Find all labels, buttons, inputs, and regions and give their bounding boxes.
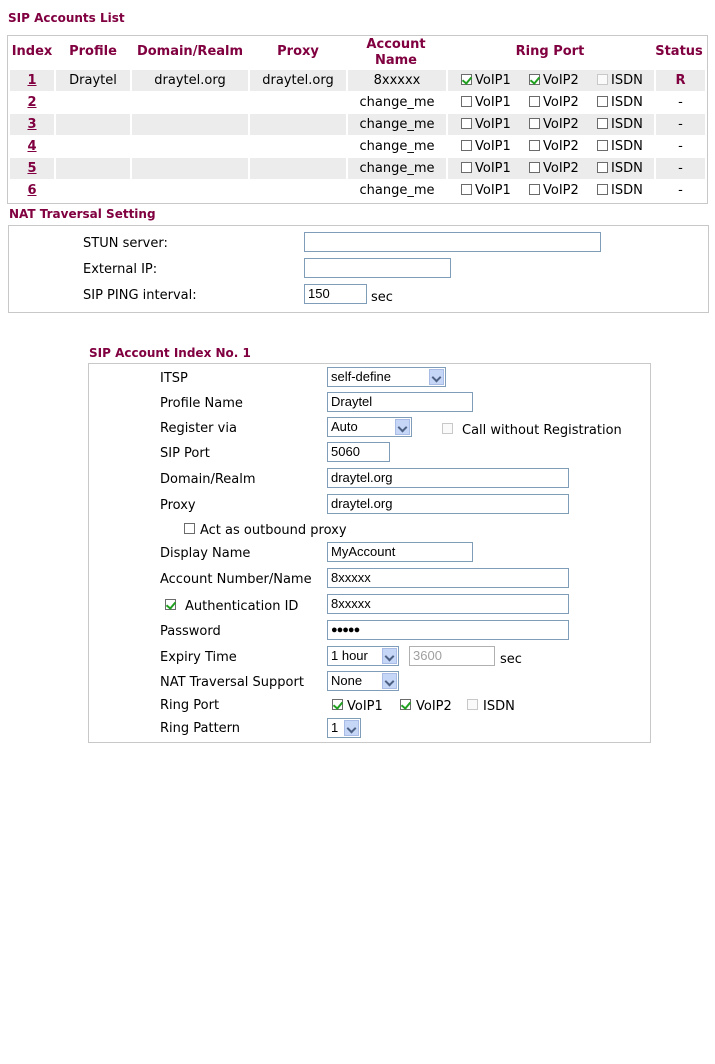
voip2-checkbox[interactable] bbox=[529, 74, 540, 85]
voip2-label: VoIP2 bbox=[543, 161, 579, 176]
header-proxy: Proxy bbox=[277, 44, 319, 59]
sip-accounts-table bbox=[7, 35, 708, 204]
table-row bbox=[10, 92, 705, 113]
row-index bbox=[10, 136, 54, 157]
header-account-name bbox=[348, 37, 444, 69]
row-account: change_me bbox=[359, 183, 435, 198]
chevron-down-icon bbox=[382, 648, 397, 664]
voip2-checkbox[interactable] bbox=[529, 96, 540, 107]
table-row bbox=[10, 114, 705, 135]
nat-traversal-panel bbox=[8, 225, 709, 313]
row-account: change_me bbox=[359, 95, 435, 110]
voip1-checkbox[interactable] bbox=[461, 118, 472, 129]
account-link-6[interactable]: 6 bbox=[27, 183, 37, 198]
row-ring-voip2 bbox=[529, 114, 579, 135]
voip1-label: VoIP1 bbox=[475, 139, 511, 154]
nat-traversal-title: NAT Traversal Setting bbox=[9, 207, 156, 221]
table-row bbox=[10, 136, 705, 157]
expiry-time-label: Expiry Time bbox=[160, 650, 237, 665]
authentication-id-checkbox[interactable] bbox=[165, 599, 176, 610]
itsp-select[interactable] bbox=[327, 367, 446, 387]
voip2-checkbox[interactable] bbox=[529, 162, 540, 173]
row-ring-voip1 bbox=[461, 70, 511, 91]
ring-voip2-checkbox[interactable] bbox=[400, 699, 411, 710]
chevron-down-icon bbox=[344, 720, 359, 736]
row-ring-voip1 bbox=[461, 114, 511, 135]
table-row bbox=[10, 158, 705, 179]
account-detail-title: SIP Account Index No. 1 bbox=[89, 346, 251, 360]
isdn-checkbox[interactable] bbox=[597, 74, 608, 85]
stun-input[interactable] bbox=[304, 232, 601, 252]
authentication-id-label: Authentication ID bbox=[185, 599, 299, 614]
profile-name-label: Profile Name bbox=[160, 396, 243, 411]
header-ring-port: Ring Port bbox=[515, 44, 585, 59]
authentication-id-input[interactable]: 8xxxxx bbox=[327, 594, 569, 614]
itsp-value: self-define bbox=[331, 369, 391, 384]
voip1-checkbox[interactable] bbox=[461, 140, 472, 151]
row-profile bbox=[56, 114, 130, 135]
isdn-label: ISDN bbox=[611, 117, 643, 132]
account-link-4[interactable]: 4 bbox=[27, 139, 37, 154]
row-domain: draytel.org bbox=[132, 70, 248, 91]
itsp-label: ITSP bbox=[160, 371, 188, 386]
row-status: - bbox=[678, 183, 683, 198]
isdn-label: ISDN bbox=[611, 139, 643, 154]
voip1-checkbox[interactable] bbox=[461, 96, 472, 107]
header-status: Status bbox=[655, 44, 703, 59]
header-account-line2: Name bbox=[374, 53, 417, 68]
row-index bbox=[10, 158, 54, 179]
voip1-checkbox[interactable] bbox=[461, 162, 472, 173]
row-status: - bbox=[678, 95, 683, 110]
voip2-checkbox[interactable] bbox=[529, 184, 540, 195]
voip2-checkbox[interactable] bbox=[529, 140, 540, 151]
password-input[interactable]: ●●●●● bbox=[327, 620, 569, 640]
account-number-label: Account Number/Name bbox=[160, 572, 312, 587]
voip1-label: VoIP1 bbox=[475, 117, 511, 132]
voip2-label: VoIP2 bbox=[543, 117, 579, 132]
row-account: change_me bbox=[359, 139, 435, 154]
isdn-label: ISDN bbox=[611, 161, 643, 176]
outbound-proxy-checkbox[interactable] bbox=[184, 523, 195, 534]
account-link-1[interactable]: 1 bbox=[27, 73, 37, 88]
row-domain bbox=[132, 114, 248, 135]
header-domain: Domain/Realm bbox=[136, 44, 244, 59]
row-account: change_me bbox=[348, 114, 446, 135]
ring-isdn-checkbox[interactable] bbox=[467, 699, 478, 710]
isdn-label: ISDN bbox=[611, 95, 643, 110]
outbound-proxy-label: Act as outbound proxy bbox=[200, 523, 347, 538]
header-profile: Profile bbox=[69, 44, 117, 59]
row-ring-voip1 bbox=[461, 92, 511, 113]
password-label: Password bbox=[160, 624, 221, 639]
isdn-checkbox[interactable] bbox=[597, 162, 608, 173]
row-account: 8xxxxx bbox=[348, 70, 446, 91]
account-link-2[interactable]: 2 bbox=[27, 95, 37, 110]
row-ring-isdn bbox=[597, 158, 643, 179]
voip1-label: VoIP1 bbox=[475, 183, 511, 198]
voip2-label: VoIP2 bbox=[543, 183, 579, 198]
row-index bbox=[10, 92, 54, 113]
row-ring-voip2 bbox=[529, 180, 579, 201]
row-ring-voip1 bbox=[461, 136, 511, 157]
header-account-line1: Account bbox=[366, 37, 426, 52]
row-account: change_me bbox=[348, 158, 446, 179]
sip-accounts-title: SIP Accounts List bbox=[8, 11, 125, 25]
ring-voip1-checkbox[interactable] bbox=[332, 699, 343, 710]
external-ip-input[interactable] bbox=[304, 258, 451, 278]
sip-port-label: SIP Port bbox=[160, 446, 210, 461]
row-ring-isdn bbox=[597, 92, 643, 113]
domain-realm-label: Domain/Realm bbox=[160, 472, 256, 487]
expiry-time-select[interactable] bbox=[327, 646, 399, 666]
ring-pattern-label: Ring Pattern bbox=[160, 721, 241, 736]
row-status: - bbox=[656, 114, 705, 135]
ring-pattern-value: 1 bbox=[331, 720, 339, 735]
ring-isdn-label: ISDN bbox=[483, 699, 515, 714]
stun-label: STUN server: bbox=[83, 236, 168, 251]
expiry-unit: sec bbox=[500, 652, 522, 667]
row-profile: Draytel bbox=[56, 70, 130, 91]
row-ring-voip1 bbox=[461, 180, 511, 201]
ring-pattern-select[interactable] bbox=[327, 718, 361, 738]
table-row bbox=[10, 70, 705, 91]
ring-voip2-label: VoIP2 bbox=[416, 699, 452, 714]
voip1-label: VoIP1 bbox=[475, 73, 511, 88]
row-ring-voip2 bbox=[529, 158, 579, 179]
row-ring-voip2 bbox=[529, 136, 579, 157]
row-index bbox=[10, 114, 54, 135]
sip-port-input[interactable]: 5060 bbox=[327, 442, 390, 462]
row-index bbox=[10, 180, 54, 201]
chevron-down-icon bbox=[382, 673, 397, 689]
row-index bbox=[10, 70, 54, 91]
row-ring-voip2 bbox=[529, 92, 579, 113]
isdn-label: ISDN bbox=[611, 183, 643, 198]
row-status: R bbox=[656, 70, 705, 91]
profile-name-input[interactable]: Draytel bbox=[327, 392, 473, 412]
row-proxy bbox=[250, 158, 346, 179]
isdn-checkbox[interactable] bbox=[597, 118, 608, 129]
ring-port-label: Ring Port bbox=[160, 698, 220, 713]
voip2-label: VoIP2 bbox=[543, 139, 579, 154]
table-row bbox=[10, 180, 705, 201]
external-ip-label: External IP: bbox=[83, 262, 158, 277]
sip-ping-input[interactable]: 150 bbox=[304, 284, 367, 304]
register-via-label: Register via bbox=[160, 421, 237, 436]
row-profile bbox=[56, 158, 130, 179]
call-without-registration-checkbox[interactable] bbox=[442, 423, 453, 434]
row-ring-isdn bbox=[597, 70, 643, 91]
isdn-checkbox[interactable] bbox=[597, 140, 608, 151]
sip-ping-unit: sec bbox=[371, 290, 393, 305]
ring-voip1-label: VoIP1 bbox=[347, 699, 383, 714]
chevron-down-icon bbox=[429, 369, 444, 385]
voip2-label: VoIP2 bbox=[543, 95, 579, 110]
expiry-seconds-input[interactable]: 3600 bbox=[409, 646, 495, 666]
nat-support-label: NAT Traversal Support bbox=[160, 675, 304, 690]
account-detail-panel bbox=[88, 363, 651, 743]
isdn-checkbox[interactable] bbox=[597, 96, 608, 107]
row-ring-isdn bbox=[597, 136, 643, 157]
register-via-select[interactable] bbox=[327, 417, 412, 437]
row-ring-voip2 bbox=[529, 70, 579, 91]
voip2-checkbox[interactable] bbox=[529, 118, 540, 129]
domain-realm-input[interactable]: draytel.org bbox=[327, 468, 569, 488]
voip1-label: VoIP1 bbox=[475, 161, 511, 176]
row-proxy: draytel.org bbox=[250, 70, 346, 91]
chevron-down-icon bbox=[395, 419, 410, 435]
header-index: Index bbox=[11, 44, 53, 59]
call-without-registration-label: Call without Registration bbox=[462, 423, 622, 438]
row-ring-voip1 bbox=[461, 158, 511, 179]
expiry-time-value: 1 hour bbox=[331, 648, 368, 663]
account-link-5[interactable]: 5 bbox=[27, 161, 37, 176]
isdn-checkbox[interactable] bbox=[597, 184, 608, 195]
row-ring-isdn bbox=[597, 180, 643, 201]
display-name-input[interactable]: MyAccount bbox=[327, 542, 473, 562]
account-link-3[interactable]: 3 bbox=[27, 117, 37, 132]
row-proxy bbox=[250, 114, 346, 135]
row-ring-isdn bbox=[597, 114, 643, 135]
voip1-checkbox[interactable] bbox=[461, 184, 472, 195]
voip1-checkbox[interactable] bbox=[461, 74, 472, 85]
nat-support-select[interactable] bbox=[327, 671, 399, 691]
proxy-input[interactable]: draytel.org bbox=[327, 494, 569, 514]
row-status: - bbox=[656, 158, 705, 179]
register-via-value: Auto bbox=[331, 419, 358, 434]
row-status: - bbox=[678, 139, 683, 154]
row-domain bbox=[132, 158, 248, 179]
isdn-label: ISDN bbox=[611, 73, 643, 88]
proxy-label: Proxy bbox=[160, 498, 196, 513]
account-number-input[interactable]: 8xxxxx bbox=[327, 568, 569, 588]
display-name-label: Display Name bbox=[160, 546, 251, 561]
voip2-label: VoIP2 bbox=[543, 73, 579, 88]
sip-ping-label: SIP PING interval: bbox=[83, 288, 197, 303]
nat-support-value: None bbox=[331, 673, 363, 688]
voip1-label: VoIP1 bbox=[475, 95, 511, 110]
